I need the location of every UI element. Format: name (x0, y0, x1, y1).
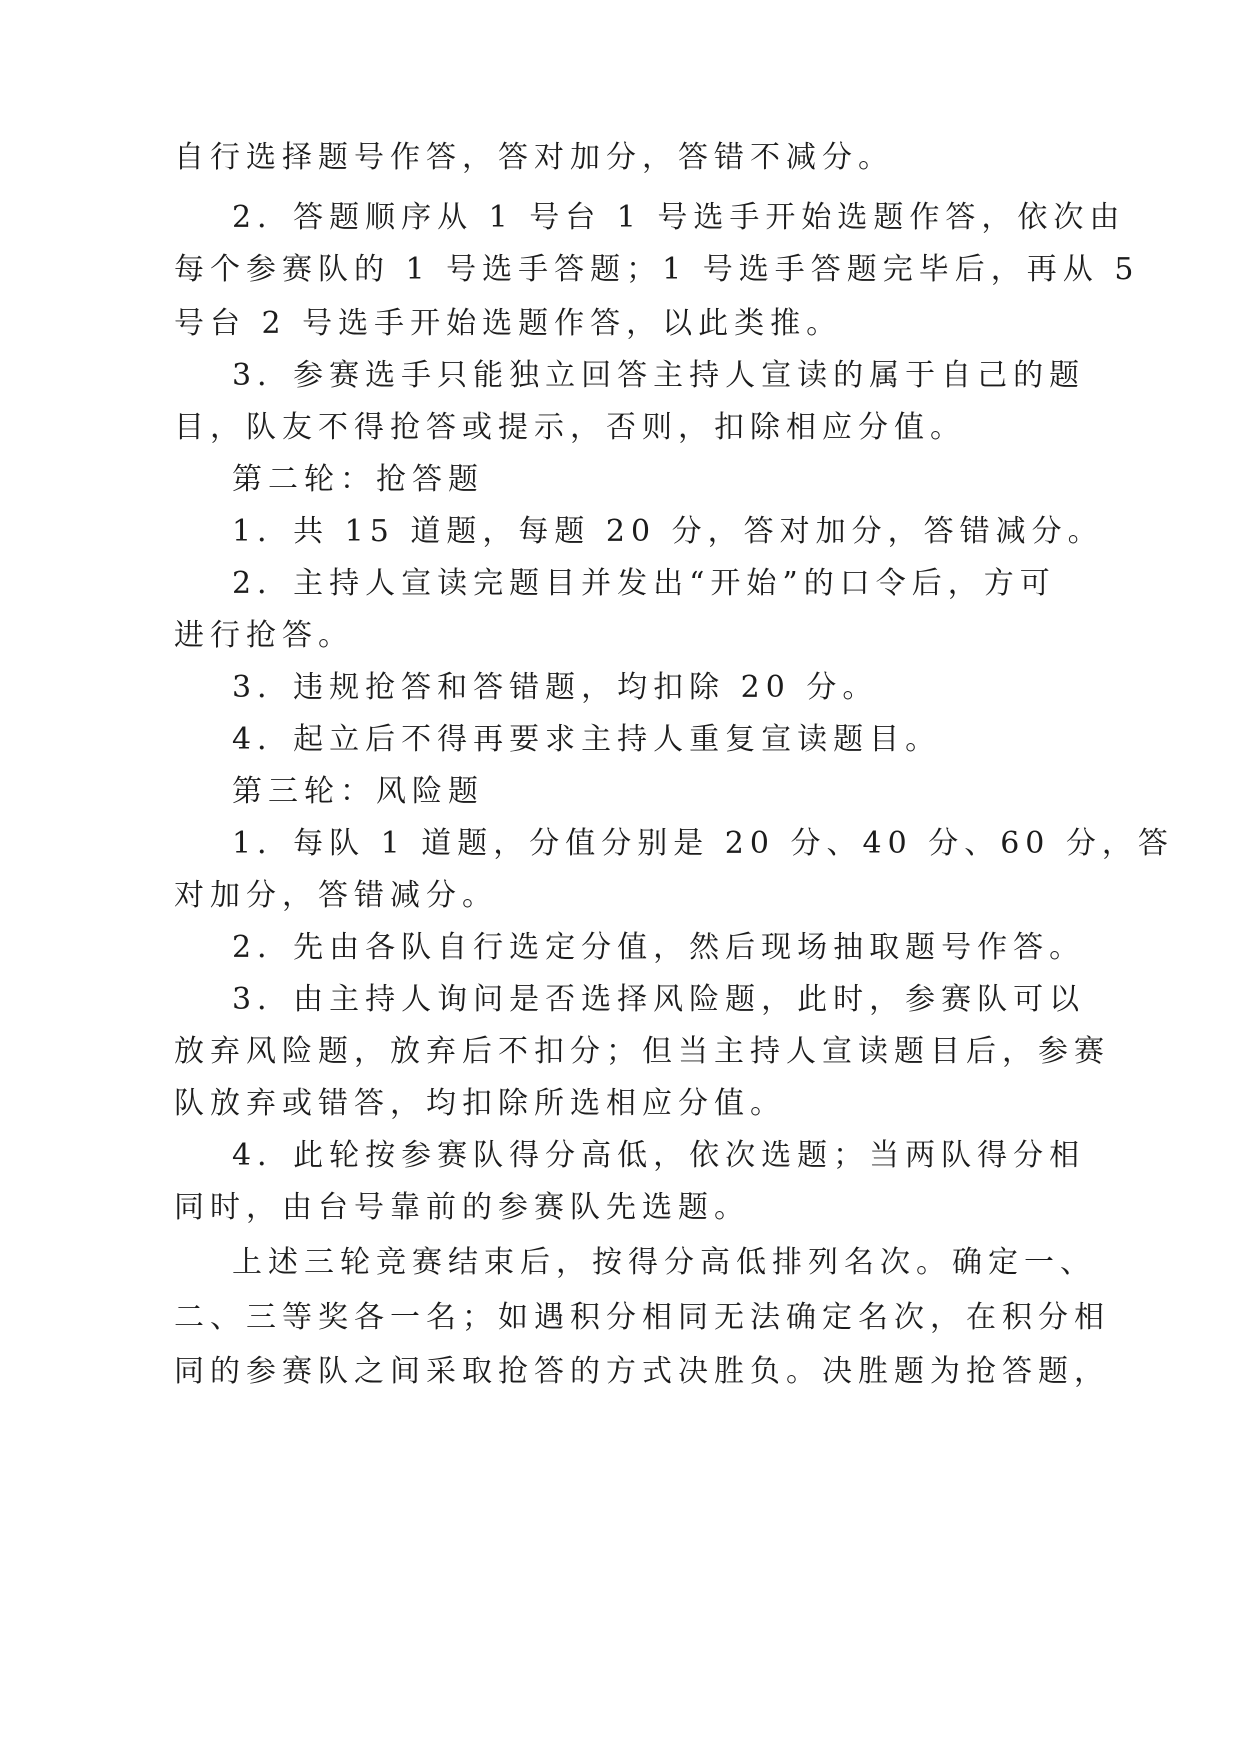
text-line: 号台 2 号选手开始选题作答，以此类推。 (174, 306, 843, 341)
text-line: 同时，由台号靠前的参赛队先选题。 (174, 1190, 750, 1225)
text-line: 对加分，答错减分。 (174, 878, 498, 913)
text-line: 放弃风险题，放弃后不扣分；但当主持人宣读题目后，参赛 (174, 1034, 1110, 1069)
text-line: 1．每队 1 道题，分值分别是 20 分、40 分、60 分，答 (232, 826, 1174, 861)
text-line: 2．答题顺序从 1 号台 1 号选手开始选题作答，依次由 (232, 200, 1126, 235)
text-line: 2．主持人宣读完题目并发出“开始”的口令后，方可 (232, 566, 1056, 601)
text-line: 每个参赛队的 1 号选手答题；1 号选手答题完毕后，再从 5 (174, 252, 1140, 287)
text-line: 4．起立后不得再要求主持人重复宣读题目。 (232, 722, 942, 757)
text-line: 同的参赛队之间采取抢答的方式决胜负。决胜题为抢答题， (174, 1354, 1110, 1389)
text-line: 4．此轮按参赛队得分高低，依次选题；当两队得分相 (232, 1138, 1086, 1173)
text-line: 队放弃或错答，均扣除所选相应分值。 (174, 1086, 786, 1121)
text-line: 2．先由各队自行选定分值，然后现场抽取题号作答。 (232, 930, 1086, 965)
text-line: 1．共 15 道题，每题 20 分，答对加分，答错减分。 (232, 514, 1104, 549)
text-line: 3．由主持人询问是否选择风险题，此时，参赛队可以 (232, 982, 1086, 1017)
text-line: 3．违规抢答和答错题，均扣除 20 分。 (232, 670, 879, 705)
section-heading: 第二轮：抢答题 (232, 462, 484, 497)
text-line: 上述三轮竞赛结束后，按得分高低排列名次。确定一、 (232, 1245, 1096, 1280)
text-line: 自行选择题号作答，答对加分，答错不减分。 (174, 140, 894, 175)
text-line: 3．参赛选手只能独立回答主持人宣读的属于自己的题 (232, 358, 1086, 393)
text-line: 进行抢答。 (174, 618, 354, 653)
text-line: 目，队友不得抢答或提示，否则，扣除相应分值。 (174, 410, 966, 445)
text-line: 二、三等奖各一名；如遇积分相同无法确定名次，在积分相 (174, 1300, 1110, 1335)
section-heading: 第三轮：风险题 (232, 774, 484, 809)
